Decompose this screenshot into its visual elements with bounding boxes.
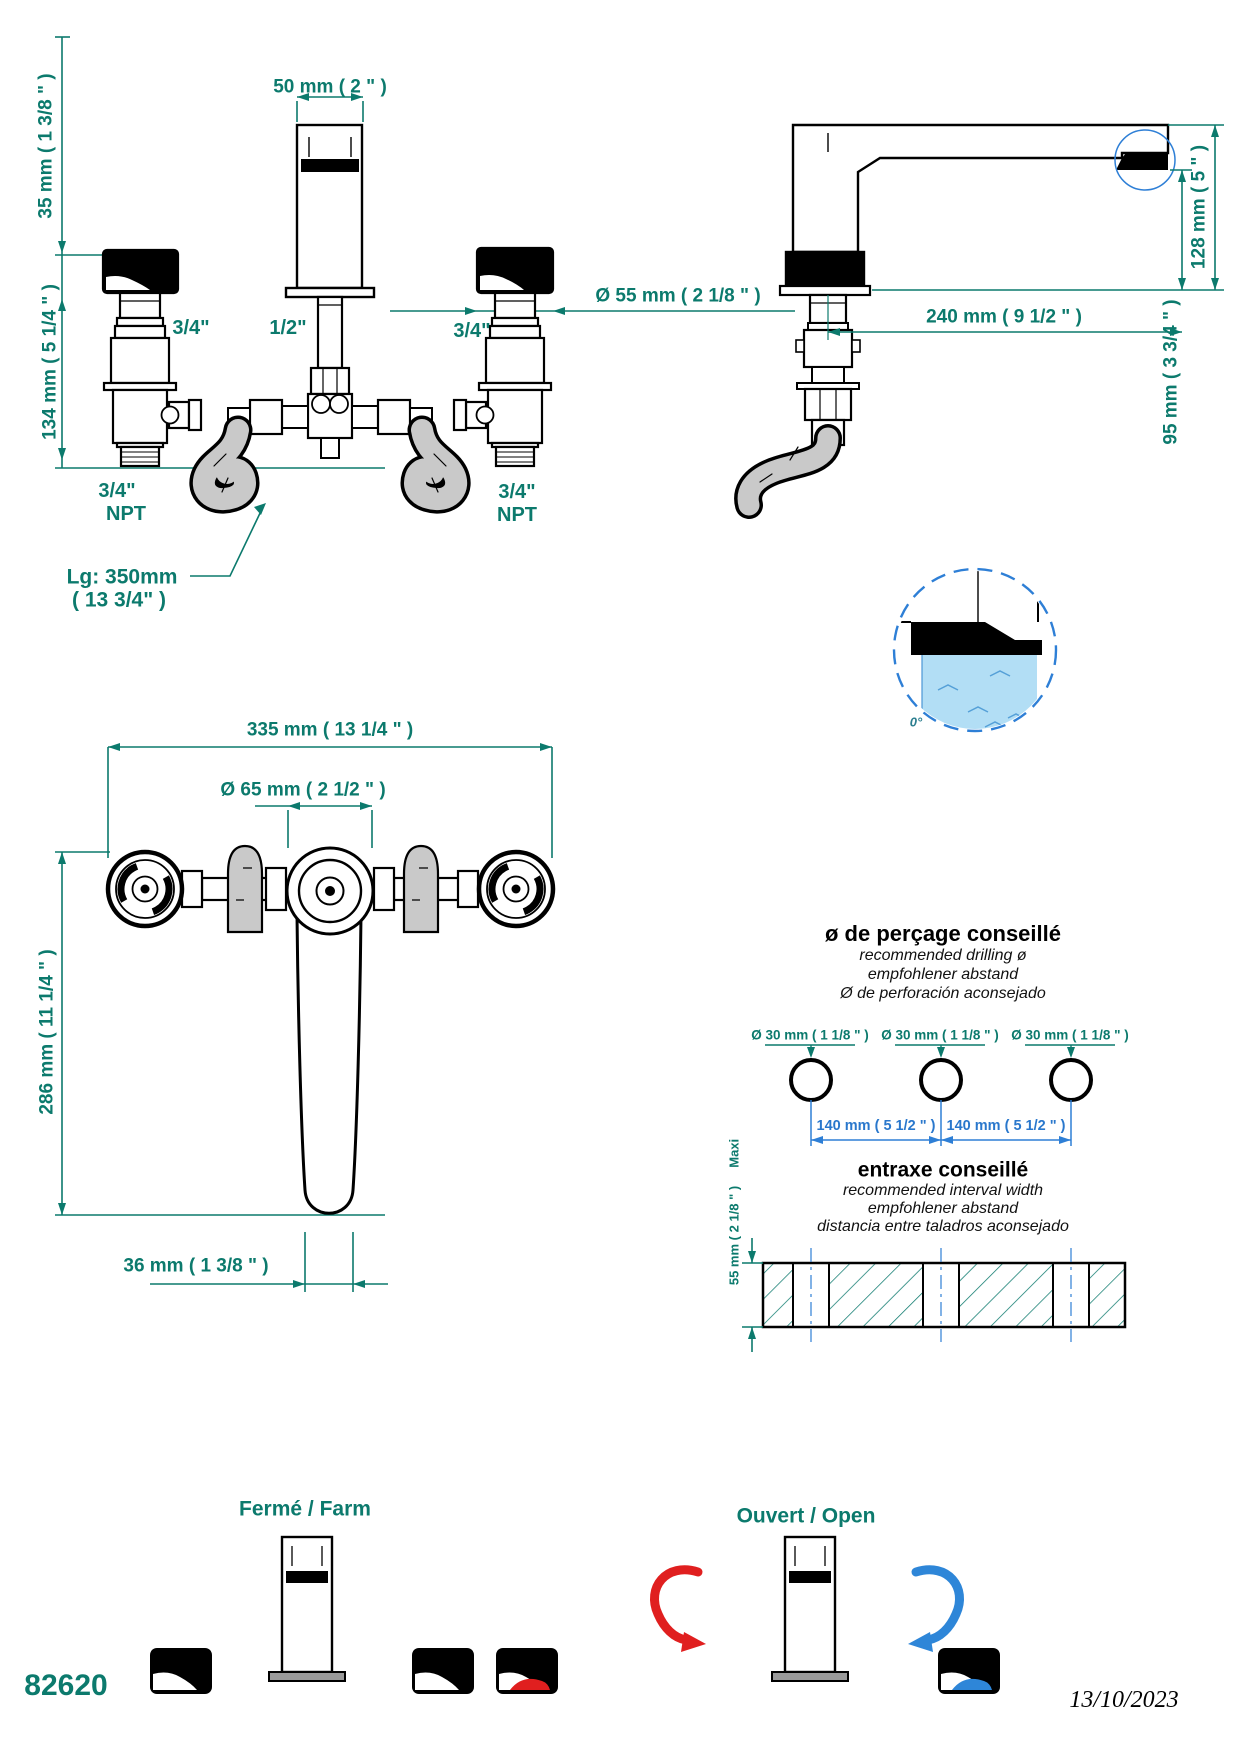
spout-base-top-view (287, 848, 373, 934)
dim-95mm-label: 95 mm ( 3 3/4 " ) (1160, 299, 1182, 445)
countertop-section (742, 1238, 1125, 1352)
dim-335mm-label: 335 mm ( 13 1/4 " ) (246, 719, 414, 741)
top-view-hose-left (228, 846, 262, 932)
interval-subtitle-en: recommended interval width (842, 1182, 1044, 1199)
dim-55mm-label: Ø 55 mm ( 2 1/8 " ) (595, 285, 761, 307)
dim-134mm-label: 134 mm ( 5 1/4 " ) (39, 284, 61, 440)
front-view-drawing (55, 37, 795, 576)
interval-subtitle-es: distancia entre taladros aconsejado (817, 1218, 1069, 1235)
right-handle-top-view (479, 852, 553, 926)
countertop-thickness-label (728, 1139, 741, 1285)
thickness-value: 55 mm ( 2 1/8 " ) (726, 1185, 742, 1286)
drilling-subtitle-es: Ø de perforación aconsejado (840, 985, 1046, 1002)
closed-handle-icon (150, 1648, 212, 1694)
hole-spacing-label-2: 140 mm ( 5 1/2 " ) (946, 1117, 1066, 1134)
dim-128mm-label: 128 mm ( 5 " ) (1188, 144, 1210, 270)
open-rotation-arrow-icon (908, 1570, 960, 1652)
dim-36mm-label: 36 mm ( 1 3/8 " ) (123, 1255, 269, 1277)
right-valve-front (454, 248, 553, 466)
cartridge-size-label: 1/2" (269, 317, 307, 339)
spout-detail-inset (893, 568, 1056, 735)
spout-lever-top-view (297, 915, 361, 1213)
closed-state-label: Fermé / Farm (239, 1497, 371, 1521)
side-view-hose (748, 438, 828, 505)
valve-left-size-label: 3/4" (172, 317, 210, 339)
hole-diameter-label-2: Ø 30 mm ( 1 1/8 " ) (881, 1027, 999, 1043)
open-state-label: Ouvert / Open (736, 1504, 876, 1528)
valve-right-size-label: 3/4" (453, 320, 491, 342)
document-date: 13/10/2023 (1069, 1687, 1179, 1713)
drilling-subtitle-de: empfohlener abstand (867, 966, 1019, 983)
open-handle-blue-icon (938, 1648, 1000, 1694)
dim-65mm-label: Ø 65 mm ( 2 1/2 " ) (220, 779, 386, 801)
hole-diameter-label-3: Ø 30 mm ( 1 1/8 " ) (1011, 1027, 1129, 1043)
drilling-title: ø de perçage conseillé (825, 921, 1061, 946)
spray-angle-label: 0° (909, 714, 923, 730)
open-spout-front (772, 1537, 848, 1681)
dim-286mm-label: 286 mm ( 11 1/4 " ) (36, 949, 58, 1115)
thickness-maxi: Maxi (726, 1138, 742, 1168)
npt-left-size-label: 3/4" (98, 480, 136, 502)
hole-diameter-label-1: Ø 30 mm ( 1 1/8 " ) (751, 1027, 869, 1043)
npt-left-type-label: NPT (106, 503, 146, 525)
supply-hose-right (415, 430, 456, 499)
closed-handle-red-icon (496, 1648, 558, 1694)
dim-35mm-label: 35 mm ( 1 3/8 " ) (35, 73, 57, 219)
npt-right-size-label: 3/4" (498, 481, 536, 503)
top-view-drawing (55, 743, 553, 1292)
left-handle-top-view (108, 852, 182, 926)
interval-title: entraxe conseillé (857, 1158, 1029, 1182)
interval-subtitle-de: empfohlener abstand (867, 1200, 1019, 1217)
hole-spacing-label-1: 140 mm ( 5 1/2 " ) (816, 1117, 936, 1134)
drilling-subtitle-en: recommended drilling ø (859, 947, 1027, 964)
hose-length-inch-label: ( 13 3/4" ) (72, 588, 166, 612)
closed-handle-icon-2 (412, 1648, 474, 1694)
dim-240mm-label: 240 mm ( 9 1/2 " ) (926, 306, 1082, 328)
center-spout-front (228, 125, 432, 458)
supply-hose-left (204, 430, 245, 499)
operation-diagrams (150, 1537, 1000, 1694)
top-view-hose-right (404, 846, 438, 932)
close-rotation-arrow-icon (654, 1570, 706, 1652)
left-valve-front (103, 250, 201, 466)
closed-spout-front (269, 1537, 345, 1681)
product-code: 82620 (24, 1669, 108, 1702)
dim-50mm-label: 50 mm ( 2 " ) (273, 76, 387, 98)
hose-length-label: Lg: 350mm (66, 565, 178, 589)
npt-right-type-label: NPT (497, 504, 537, 526)
